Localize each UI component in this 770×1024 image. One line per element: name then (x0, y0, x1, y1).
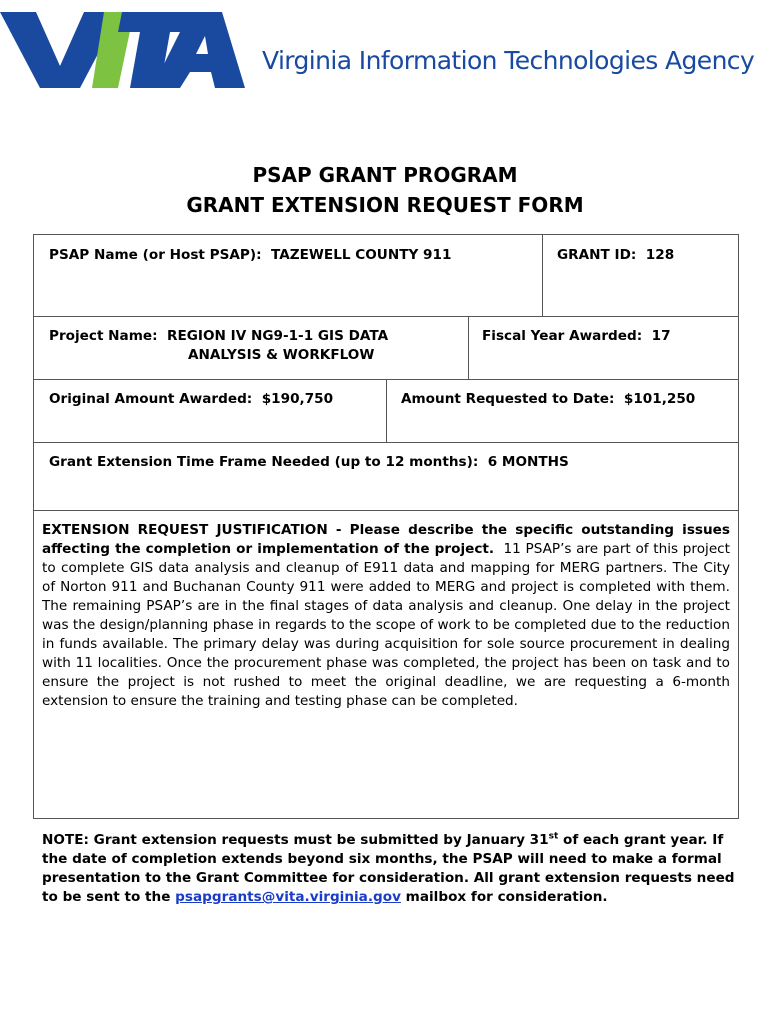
page-title: PSAP GRANT PROGRAM (252, 163, 518, 187)
note-text: NOTE: Grant extension requests must be submitted by January 31 (42, 832, 549, 848)
col-divider (542, 235, 543, 316)
requested-amount-label: Amount Requested to Date: (401, 391, 615, 407)
psap-name-field (49, 246, 451, 265)
psap-name-value: TAZEWELL COUNTY 911 (271, 247, 452, 263)
project-name-label: Project Name: (49, 328, 158, 344)
timeframe-value: 6 MONTHS (487, 454, 569, 470)
justification-heading: EXTENSION REQUEST JUSTIFICATION - Please describe the specific outstanding issues affecting the completion or implementation of the project. (42, 522, 730, 557)
project-name-field (49, 327, 388, 346)
project-name-value-continued: ANALYSIS & WORKFLOW (188, 347, 375, 363)
note-text-continued: of each grant year. If the date of completion extends beyond six months, the PSAP will need to make a formal presentation to the Grant Committee for consideration. All grant extension requests need to be sent to the (42, 832, 735, 905)
page-subtitle: GRANT EXTENSION REQUEST FORM (186, 193, 584, 217)
grant-id-field (557, 246, 674, 265)
justification-text: 11 PSAP’s are part of this project to complete GIS data analysis and cleanup of E911 data and mapping for MERG partners. The City of Norton 911 and Buchanan County 911 were added to MERG and project is completed with them. The remaining PSAP’s are in the final stages of data analysis and cleanup. One delay in the project was the design/planning phase in regards to the scope of work to be completed due to the reduction in funds available. The primary delay was during acquisition for sole source procurement in dealing with 11 localities. Once the procurement phase was completed, the project has been on task and to ensure the project is not rushed to meet the original deadline, we are requesting a 6-month extension to ensure the training and testing phase can be completed. (42, 541, 730, 709)
row-divider (34, 442, 738, 443)
fiscal-year-field (482, 327, 671, 346)
timeframe-label: Grant Extension Time Frame Needed (up to 12 months): (49, 454, 479, 470)
grant-id-value: 128 (645, 247, 675, 263)
original-amount-value: $190,750 (261, 391, 334, 407)
original-amount-field (49, 390, 333, 409)
col-divider (468, 316, 469, 379)
agency-name: Virginia Information Technologies Agency (262, 46, 755, 75)
vita-logo (0, 10, 245, 90)
requested-amount-value: $101,250 (623, 391, 696, 407)
project-name-value: REGION IV NG9-1-1 GIS DATA (167, 328, 389, 344)
note-text-end: mailbox for consideration. (400, 889, 608, 905)
grant-form (33, 234, 739, 819)
submission-note (42, 831, 742, 907)
requested-amount-field (401, 390, 695, 409)
fiscal-year-value: 17 (651, 328, 671, 344)
grant-id-label: GRANT ID: (557, 247, 637, 263)
email-link[interactable]: psapgrants@vita.virginia.gov (175, 889, 401, 905)
note-superscript: st (548, 831, 559, 842)
row-divider (34, 316, 738, 317)
timeframe-field (49, 453, 569, 472)
fiscal-year-label: Fiscal Year Awarded: (482, 328, 643, 344)
col-divider (386, 379, 387, 442)
justification-section (42, 521, 730, 711)
psap-name-label: PSAP Name (or Host PSAP): (49, 247, 262, 263)
original-amount-label: Original Amount Awarded: (49, 391, 253, 407)
row-divider (34, 510, 738, 511)
